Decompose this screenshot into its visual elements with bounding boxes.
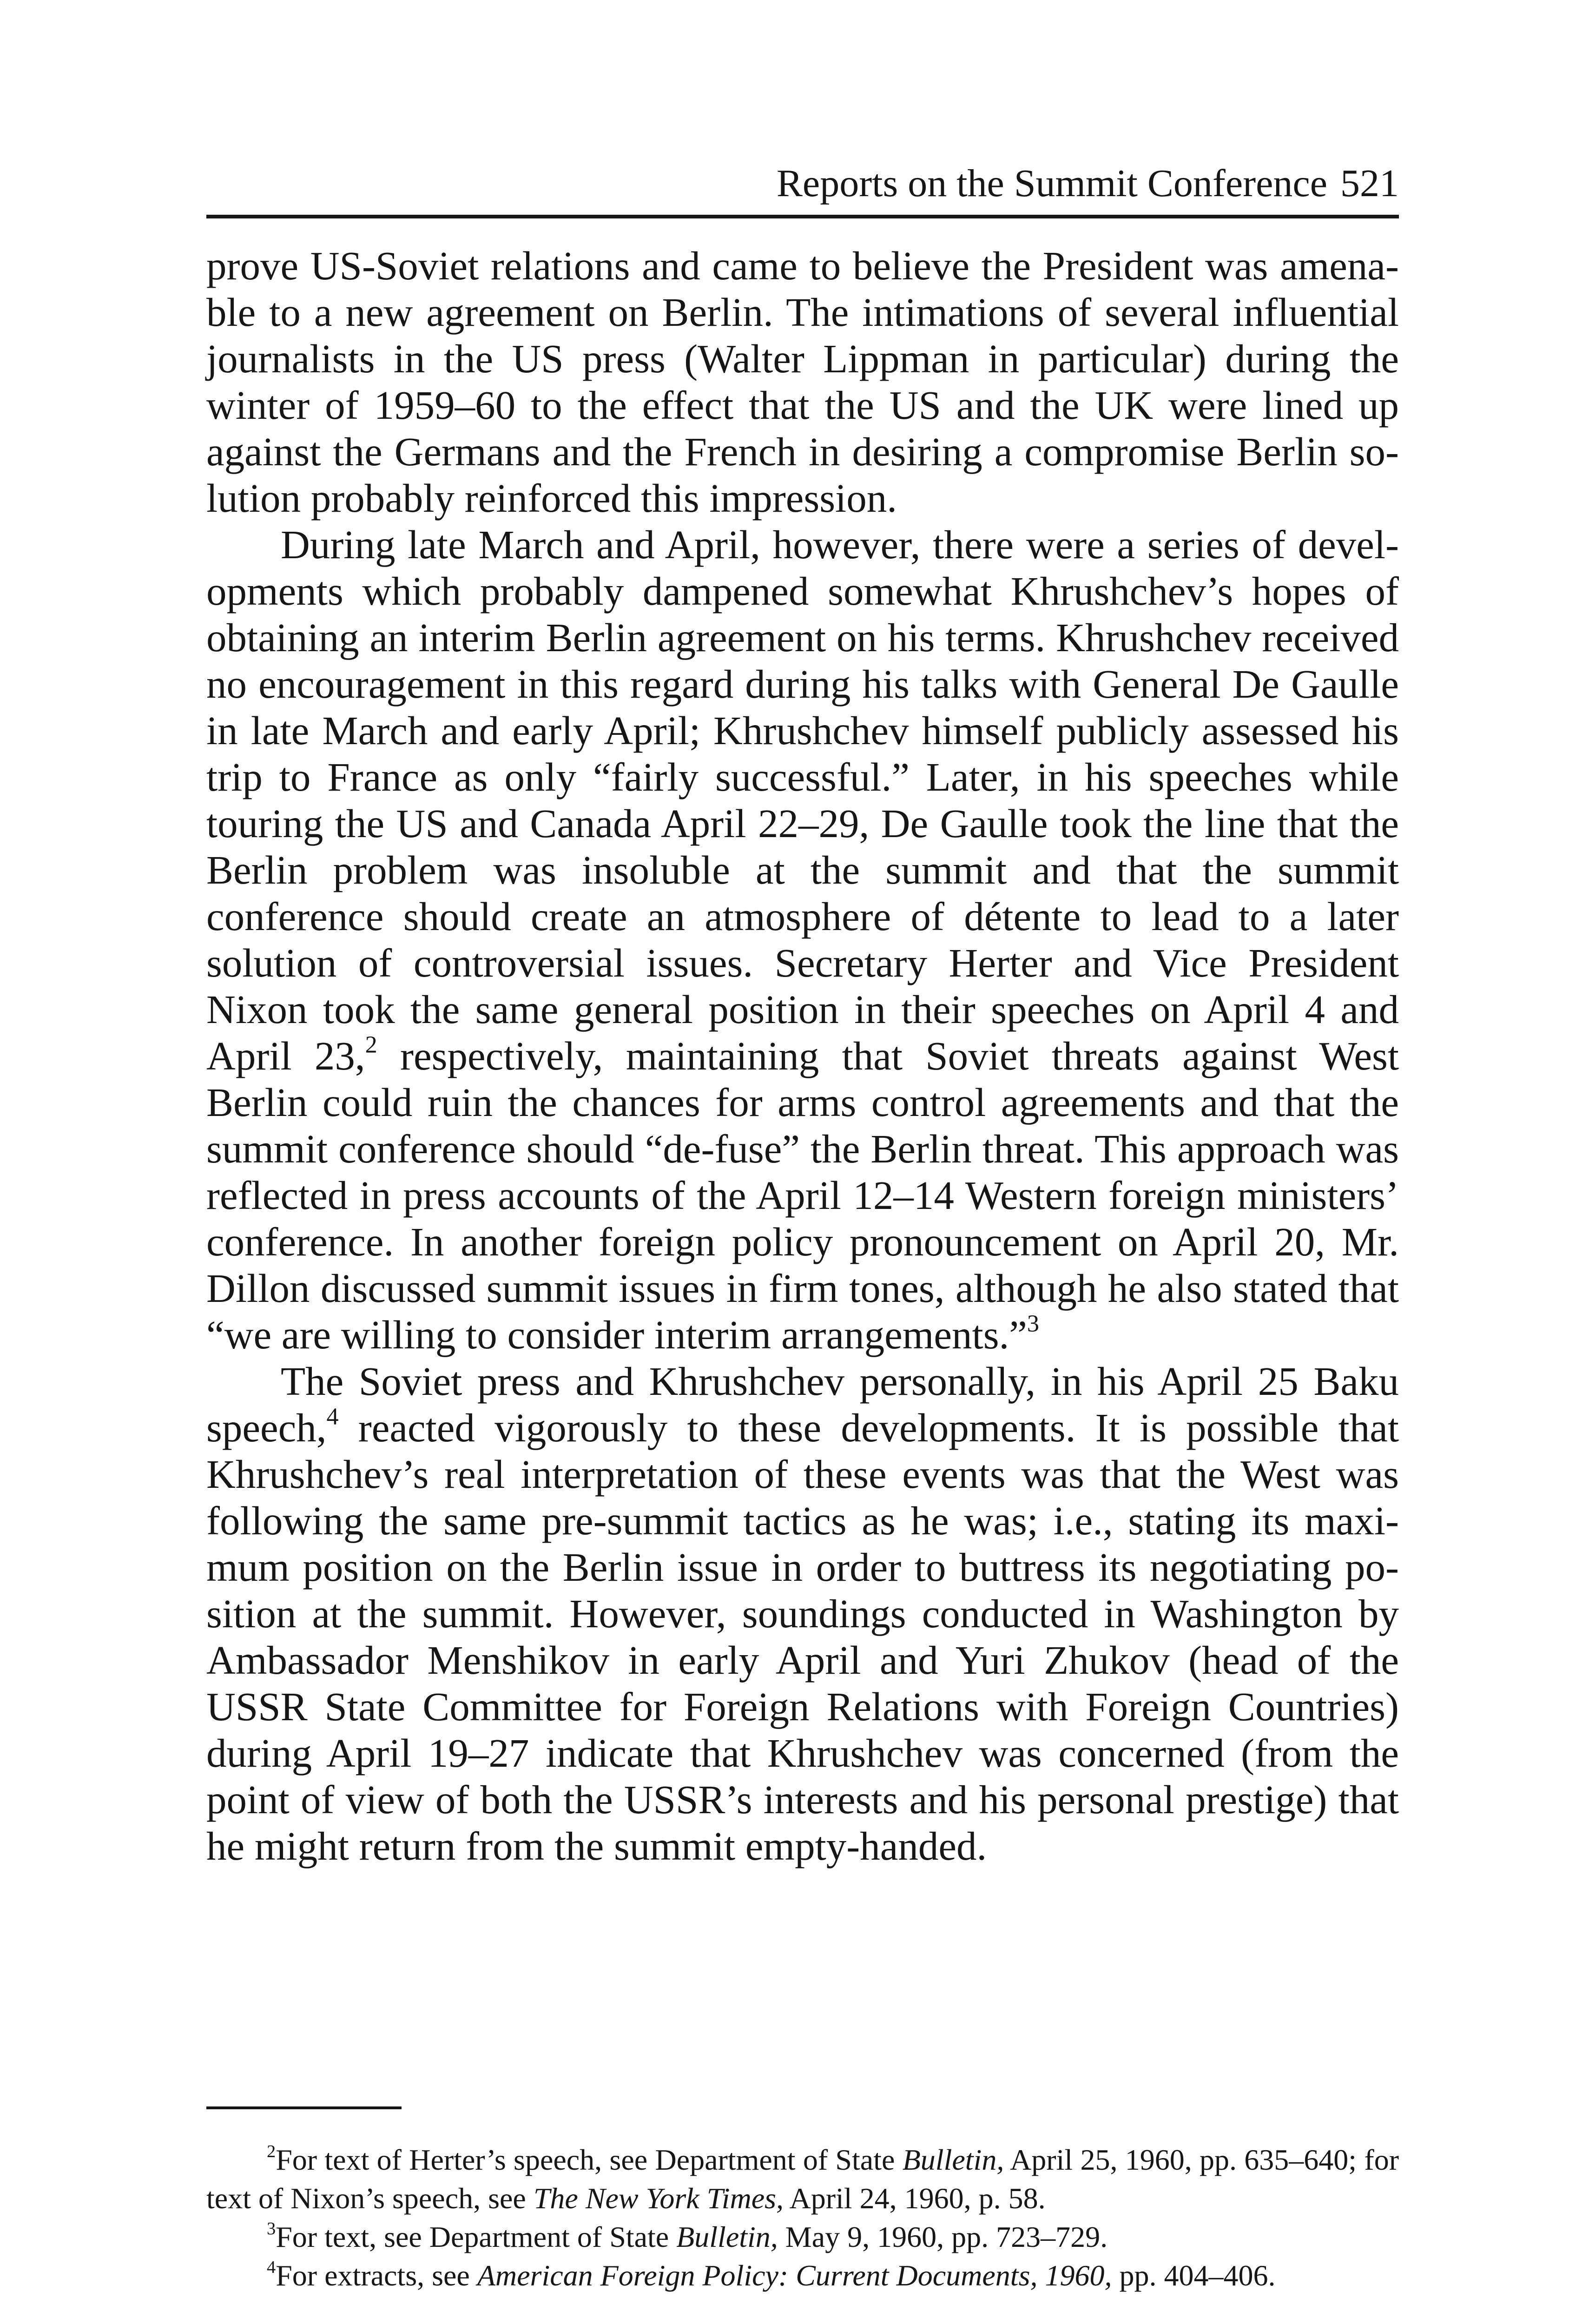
footnote-text: For text, see Department of State <box>276 2220 677 2253</box>
footnote-2 <box>206 2140 1399 2218</box>
paragraph-1-text: prove US-Soviet relations and came to believe the President was amenable to a new agreement on Berlin. The intimations of several influential journalists in the US press (Walter Lippman in particular) during the winter of 1959–60 to the effect that the US and the UK were lined up against the Germans and the French in desiring a compromise Berlin solution probably reinforced this impression. <box>206 243 1399 521</box>
footnote-ref-4: 4 <box>326 1403 339 1430</box>
footnote-text: May 9, 1960, pp. 723–729. <box>778 2220 1108 2253</box>
page-number: 521 <box>1340 162 1399 205</box>
running-head <box>206 153 1399 214</box>
paragraph-3-text-a: The Soviet press and Khrushchev personally, in his April 25 Baku speech, <box>206 1359 1399 1450</box>
running-head-title: Reports on the Summit Conference <box>776 162 1327 205</box>
paragraph-2-text-b: respectively, maintaining that Soviet threats against West Berlin could ruin the chances for arms control agreements and that the summit conference should “de-fuse” the Berlin threat. This approach was reflected in press accounts of the April 12–14 Western foreign ministers’ conference. In another foreign policy pronouncement on April 20, Mr. Dillon discussed summit issues in firm tones, although he also stated that “we are willing to consider interim arrangements.” <box>206 1033 1399 1357</box>
footnote-ref-3: 3 <box>1027 1310 1040 1337</box>
body-text <box>206 243 1399 1869</box>
footnote-italic: American Foreign Policy: Current Documents, 1960, <box>477 2259 1112 2292</box>
footnote-marker: 2 <box>267 2142 276 2162</box>
footnote-italic: The New York Times, <box>533 2182 784 2215</box>
footnote-rule <box>206 2106 402 2109</box>
paragraph-2 <box>206 522 1399 1358</box>
footnote-ref-2: 2 <box>365 1031 377 1058</box>
footnote-text: April 25, 1960, pp. 635–640; for text of Nixon’s speech, see <box>206 2143 1399 2215</box>
paragraph-1 <box>206 243 1399 522</box>
paragraph-2-text-a: During late March and April, however, there were a series of developments which probably dampened somewhat Khrushchev’s hopes of obtaining an interim Berlin agreement on his terms. Khrushchev received no encouragement in this regard during his talks with General De Gaulle in late March and early April; Khrushchev himself publicly assessed his trip to France as only “fairly successful.” Later, in his speeches while touring the US and Canada April 22–29, De Gaulle took the line that the Berlin problem was insoluble at the summit and that the summit conference should create an atmosphere of détente to lead to a later solution of controversial issues. Secretary Herter and Vice President Nixon took the same general position in their speeches on April 4 and April 23, <box>206 522 1399 1078</box>
footnotes <box>206 2140 1399 2295</box>
paragraph-3-text-b: reacted vigorously to these developments. It is possible that Khrushchev’s real interpretation of these events was that the West was following the same pre-summit tactics as he was; i.e., stating its maximum position on the Berlin issue in order to buttress its negotiating position at the summit. However, soundings conducted in Washington by Ambassador Menshikov in early April and Yuri Zhukov (head of the USSR State Committee for Foreign Relations with Foreign Countries) during April 19–27 indicate that Khrushchev was concerned (from the point of view of both the USSR’s interests and his personal prestige) that he might return from the summit empty-handed. <box>206 1405 1399 1868</box>
footnote-italic: Bulletin, <box>902 2143 1004 2176</box>
paragraph-3 <box>206 1358 1399 1869</box>
footnote-4 <box>206 2256 1399 2295</box>
footnote-italic: Bulletin, <box>676 2220 778 2253</box>
footnote-text: April 24, 1960, p. 58. <box>784 2182 1046 2215</box>
footnote-text: For text of Herter’s speech, see Department of State <box>276 2143 903 2176</box>
footnote-text: pp. 404–406. <box>1112 2259 1276 2292</box>
footnote-3 <box>206 2218 1399 2256</box>
header-rule <box>206 215 1399 218</box>
footnote-marker: 4 <box>267 2258 276 2278</box>
footnote-text: For extracts, see <box>276 2259 477 2292</box>
footnote-marker: 3 <box>267 2219 276 2239</box>
